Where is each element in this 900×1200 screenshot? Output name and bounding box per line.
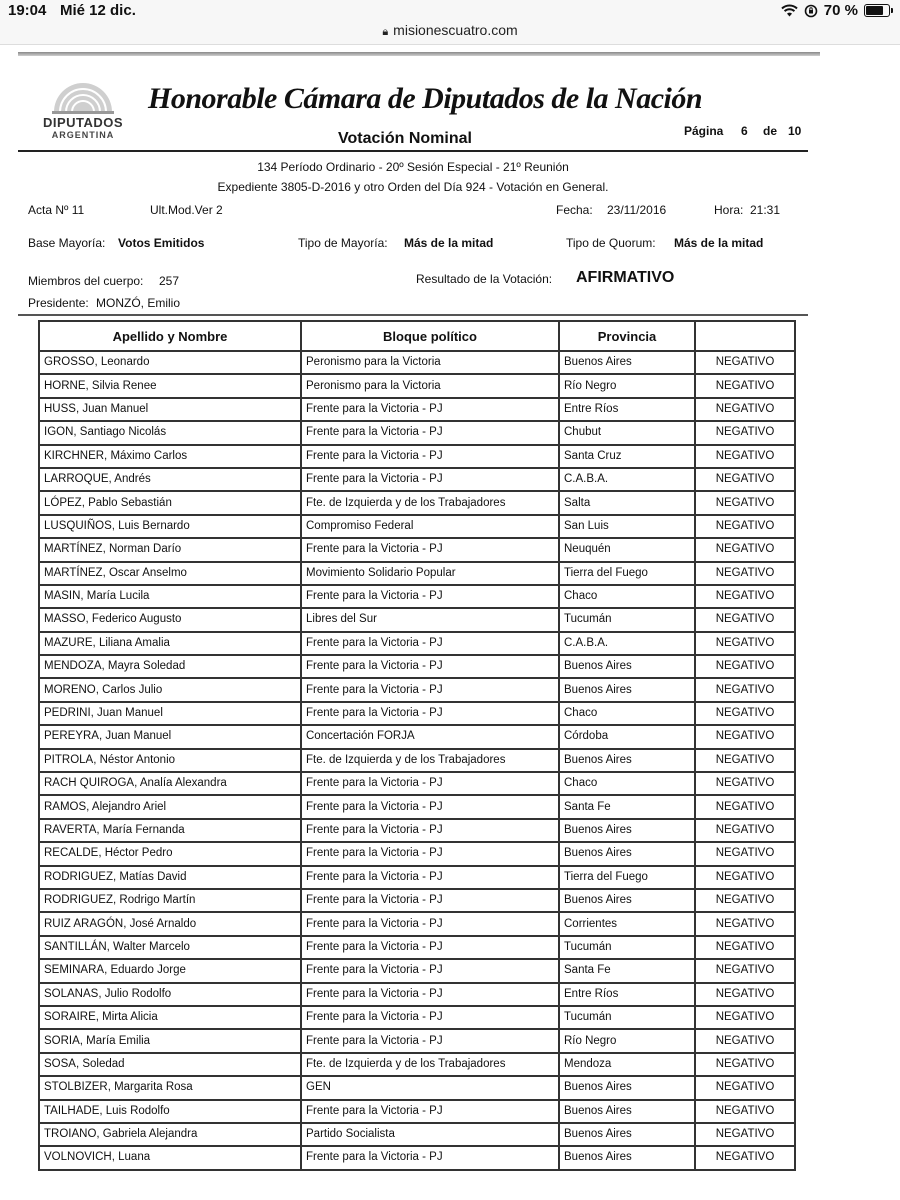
cell-voto: NEGATIVO: [695, 562, 795, 585]
cell-bloque: Frente para la Victoria - PJ: [301, 655, 559, 678]
base-mayoria-label: Base Mayoría:: [28, 236, 106, 250]
cell-bloque: Compromiso Federal: [301, 515, 559, 538]
tipo-mayoria-label: Tipo de Mayoría:: [298, 236, 388, 250]
cell-voto: NEGATIVO: [695, 1100, 795, 1123]
cell-provincia: Buenos Aires: [559, 655, 695, 678]
table-top-rule: [18, 314, 808, 316]
cell-bloque: Frente para la Victoria - PJ: [301, 678, 559, 701]
cell-nombre: RAVERTA, María Fernanda: [39, 819, 301, 842]
cell-provincia: Buenos Aires: [559, 889, 695, 912]
url-text: misionescuatro.com: [393, 22, 518, 38]
cell-nombre: LUSQUIÑOS, Luis Bernardo: [39, 515, 301, 538]
table-row: [39, 538, 795, 561]
cell-nombre: RUIZ ARAGÓN, José Arnaldo: [39, 912, 301, 935]
table-row: [39, 1029, 795, 1052]
cell-provincia: Chaco: [559, 585, 695, 608]
cell-bloque: Frente para la Victoria - PJ: [301, 936, 559, 959]
cell-voto: NEGATIVO: [695, 795, 795, 818]
cell-voto: NEGATIVO: [695, 1053, 795, 1076]
page-top-border: [18, 52, 820, 56]
battery-percent: 70 %: [823, 2, 858, 19]
table-row: [39, 585, 795, 608]
cell-bloque: Movimiento Solidario Popular: [301, 562, 559, 585]
wifi-icon: [781, 4, 798, 17]
hora-label: Hora:: [714, 203, 744, 217]
cell-voto: NEGATIVO: [695, 398, 795, 421]
cell-bloque: Frente para la Victoria - PJ: [301, 983, 559, 1006]
address-bar[interactable]: [0, 22, 900, 45]
cell-provincia: Buenos Aires: [559, 1076, 695, 1099]
cell-provincia: Río Negro: [559, 374, 695, 397]
status-date: Mié 12 dic.: [60, 2, 136, 19]
cell-nombre: KIRCHNER, Máximo Carlos: [39, 445, 301, 468]
resultado-label: Resultado de la Votación:: [416, 272, 553, 286]
lock-icon: 🔒︎: [382, 26, 389, 38]
cell-bloque: Frente para la Victoria - PJ: [301, 1100, 559, 1123]
parliament-dome-icon: [48, 80, 118, 114]
cell-provincia: Buenos Aires: [559, 749, 695, 772]
table-row: [39, 1100, 795, 1123]
table-row: [39, 632, 795, 655]
cell-provincia: Chaco: [559, 702, 695, 725]
cell-bloque: Frente para la Victoria - PJ: [301, 866, 559, 889]
diputados-logo: [28, 80, 138, 140]
cell-nombre: LÓPEZ, Pablo Sebastián: [39, 491, 301, 514]
cell-voto: NEGATIVO: [695, 936, 795, 959]
status-time: 19:04: [8, 2, 47, 19]
table-row: [39, 842, 795, 865]
cell-voto: NEGATIVO: [695, 374, 795, 397]
cell-voto: NEGATIVO: [695, 351, 795, 374]
cell-provincia: Chaco: [559, 772, 695, 795]
cell-voto: NEGATIVO: [695, 725, 795, 748]
header-rule: [18, 150, 808, 152]
table-row: [39, 1006, 795, 1029]
table-row: [39, 889, 795, 912]
cell-bloque: Frente para la Victoria - PJ: [301, 912, 559, 935]
cell-voto: NEGATIVO: [695, 608, 795, 631]
page-label: Página: [684, 124, 724, 138]
cell-provincia: Neuquén: [559, 538, 695, 561]
table-row: [39, 445, 795, 468]
cell-bloque: Frente para la Victoria - PJ: [301, 538, 559, 561]
page-current: 6: [741, 124, 748, 138]
table-row: [39, 749, 795, 772]
cell-voto: NEGATIVO: [695, 468, 795, 491]
cell-provincia: Buenos Aires: [559, 678, 695, 701]
cell-nombre: RECALDE, Héctor Pedro: [39, 842, 301, 865]
cell-voto: NEGATIVO: [695, 491, 795, 514]
cell-bloque: Frente para la Victoria - PJ: [301, 959, 559, 982]
cell-nombre: VOLNOVICH, Luana: [39, 1146, 301, 1169]
cell-nombre: MORENO, Carlos Julio: [39, 678, 301, 701]
cell-nombre: RODRIGUEZ, Rodrigo Martín: [39, 889, 301, 912]
table-row: [39, 702, 795, 725]
table-row: [39, 678, 795, 701]
cell-provincia: Buenos Aires: [559, 842, 695, 865]
cell-nombre: RODRIGUEZ, Matías David: [39, 866, 301, 889]
cell-bloque: Frente para la Victoria - PJ: [301, 445, 559, 468]
table-row: [39, 1076, 795, 1099]
cell-voto: NEGATIVO: [695, 749, 795, 772]
table-row: [39, 1123, 795, 1146]
cell-voto: NEGATIVO: [695, 983, 795, 1006]
document-page: [18, 52, 820, 1200]
cell-nombre: RACH QUIROGA, Analía Alexandra: [39, 772, 301, 795]
cell-provincia: Córdoba: [559, 725, 695, 748]
cell-nombre: HUSS, Juan Manuel: [39, 398, 301, 421]
cell-nombre: IGON, Santiago Nicolás: [39, 421, 301, 444]
table-body: [39, 351, 795, 1170]
table-row: [39, 562, 795, 585]
cell-nombre: LARROQUE, Andrés: [39, 468, 301, 491]
cell-nombre: SORAIRE, Mirta Alicia: [39, 1006, 301, 1029]
cell-nombre: TAILHADE, Luis Rodolfo: [39, 1100, 301, 1123]
cell-provincia: Santa Fe: [559, 795, 695, 818]
cell-voto: NEGATIVO: [695, 1006, 795, 1029]
tipo-quorum-label: Tipo de Quorum:: [566, 236, 656, 250]
cell-voto: NEGATIVO: [695, 655, 795, 678]
cell-bloque: Frente para la Victoria - PJ: [301, 632, 559, 655]
cell-nombre: GROSSO, Leonardo: [39, 351, 301, 374]
table-row: [39, 351, 795, 374]
cell-bloque: Frente para la Victoria - PJ: [301, 772, 559, 795]
cell-nombre: HORNE, Silvia Renee: [39, 374, 301, 397]
cell-nombre: SEMINARA, Eduardo Jorge: [39, 959, 301, 982]
miembros-label: Miembros del cuerpo:: [28, 274, 144, 288]
cell-voto: NEGATIVO: [695, 819, 795, 842]
resultado-value: AFIRMATIVO: [576, 269, 675, 286]
cell-bloque: Frente para la Victoria - PJ: [301, 398, 559, 421]
table-row: [39, 515, 795, 538]
orientation-lock-icon: [804, 4, 818, 18]
cell-bloque: Frente para la Victoria - PJ: [301, 585, 559, 608]
cell-bloque: Frente para la Victoria - PJ: [301, 468, 559, 491]
cell-bloque: Concertación FORJA: [301, 725, 559, 748]
cell-voto: NEGATIVO: [695, 842, 795, 865]
cell-bloque: Frente para la Victoria - PJ: [301, 889, 559, 912]
cell-voto: NEGATIVO: [695, 889, 795, 912]
cell-provincia: Buenos Aires: [559, 351, 695, 374]
cell-nombre: PEREYRA, Juan Manuel: [39, 725, 301, 748]
cell-bloque: Fte. de Izquierda y de los Trabajadores: [301, 1053, 559, 1076]
cell-nombre: SOSA, Soledad: [39, 1053, 301, 1076]
battery-icon: [864, 4, 890, 17]
expediente-line: Expediente 3805-D-2016 y otro Orden del Día 924 - Votación en General.: [217, 180, 609, 194]
tipo-mayoria-value: Más de la mitad: [404, 236, 494, 250]
cell-voto: NEGATIVO: [695, 632, 795, 655]
session-line: 134 Período Ordinario - 20º Sesión Especial - 21º Reunión: [257, 160, 569, 174]
cell-nombre: SOLANAS, Julio Rodolfo: [39, 983, 301, 1006]
logo-text-argentina: ARGENTINA: [51, 130, 115, 140]
cell-provincia: Entre Ríos: [559, 398, 695, 421]
cell-voto: NEGATIVO: [695, 959, 795, 982]
column-header-provincia: Provincia: [559, 321, 695, 351]
cell-provincia: Tierra del Fuego: [559, 562, 695, 585]
cell-bloque: Frente para la Victoria - PJ: [301, 819, 559, 842]
column-header-nombre: Apellido y Nombre: [39, 321, 301, 351]
cell-bloque: Partido Socialista: [301, 1123, 559, 1146]
cell-provincia: Buenos Aires: [559, 1100, 695, 1123]
cell-provincia: Santa Cruz: [559, 445, 695, 468]
cell-voto: NEGATIVO: [695, 772, 795, 795]
table-row: [39, 608, 795, 631]
cell-provincia: Tucumán: [559, 936, 695, 959]
table-row: [39, 491, 795, 514]
cell-nombre: MAZURE, Liliana Amalia: [39, 632, 301, 655]
cell-nombre: SANTILLÁN, Walter Marcelo: [39, 936, 301, 959]
cell-nombre: MASIN, María Lucila: [39, 585, 301, 608]
cell-provincia: C.A.B.A.: [559, 468, 695, 491]
cell-provincia: C.A.B.A.: [559, 632, 695, 655]
table-row: [39, 936, 795, 959]
cell-voto: NEGATIVO: [695, 866, 795, 889]
status-bar: [0, 0, 900, 22]
cell-provincia: Buenos Aires: [559, 819, 695, 842]
document-title: Honorable Cámara de Diputados de la Nación: [148, 82, 703, 115]
table-row: [39, 795, 795, 818]
table-row: [39, 655, 795, 678]
cell-bloque: Frente para la Victoria - PJ: [301, 1146, 559, 1169]
cell-voto: NEGATIVO: [695, 1123, 795, 1146]
cell-provincia: San Luis: [559, 515, 695, 538]
table-row: [39, 421, 795, 444]
cell-provincia: Corrientes: [559, 912, 695, 935]
status-indicators: [781, 2, 890, 19]
cell-voto: NEGATIVO: [695, 912, 795, 935]
table-row: [39, 1053, 795, 1076]
table-row: [39, 398, 795, 421]
votes-table: [38, 320, 796, 1171]
cell-provincia: Chubut: [559, 421, 695, 444]
cell-nombre: PEDRINI, Juan Manuel: [39, 702, 301, 725]
cell-voto: NEGATIVO: [695, 421, 795, 444]
cell-nombre: MARTÍNEZ, Oscar Anselmo: [39, 562, 301, 585]
table-row: [39, 374, 795, 397]
cell-provincia: Tucumán: [559, 1006, 695, 1029]
cell-bloque: Peronismo para la Victoria: [301, 374, 559, 397]
table-row: [39, 468, 795, 491]
cell-nombre: MENDOZA, Mayra Soledad: [39, 655, 301, 678]
table-row: [39, 725, 795, 748]
table-header-row: [39, 321, 795, 351]
cell-bloque: Frente para la Victoria - PJ: [301, 1029, 559, 1052]
cell-voto: NEGATIVO: [695, 1146, 795, 1169]
page-of: de: [763, 124, 778, 138]
table-row: [39, 866, 795, 889]
presidente-label: Presidente:: [28, 296, 89, 310]
cell-bloque: Frente para la Victoria - PJ: [301, 421, 559, 444]
table-row: [39, 983, 795, 1006]
cell-voto: NEGATIVO: [695, 678, 795, 701]
cell-nombre: TROIANO, Gabriela Alejandra: [39, 1123, 301, 1146]
table-row: [39, 819, 795, 842]
table-row: [39, 959, 795, 982]
cell-provincia: Entre Ríos: [559, 983, 695, 1006]
cell-bloque: Fte. de Izquierda y de los Trabajadores: [301, 749, 559, 772]
logo-text-diputados: DIPUTADOS: [42, 115, 124, 130]
cell-bloque: Frente para la Victoria - PJ: [301, 842, 559, 865]
cell-voto: NEGATIVO: [695, 585, 795, 608]
cell-voto: NEGATIVO: [695, 702, 795, 725]
fecha-label: Fecha:: [556, 203, 593, 217]
document-subtitle: Votación Nominal: [338, 130, 472, 147]
cell-provincia: Buenos Aires: [559, 1123, 695, 1146]
cell-provincia: Salta: [559, 491, 695, 514]
cell-nombre: STOLBIZER, Margarita Rosa: [39, 1076, 301, 1099]
cell-bloque: Frente para la Victoria - PJ: [301, 702, 559, 725]
presidente-value: MONZÓ, Emilio: [96, 296, 180, 310]
hora-value: 21:31: [750, 203, 781, 217]
cell-voto: NEGATIVO: [695, 515, 795, 538]
column-header-bloque: Bloque político: [301, 321, 559, 351]
base-mayoria-value: Votos Emitidos: [118, 236, 205, 250]
cell-provincia: Tucumán: [559, 608, 695, 631]
cell-bloque: Fte. de Izquierda y de los Trabajadores: [301, 491, 559, 514]
fecha-value: 23/11/2016: [607, 203, 667, 217]
version-label: Ult.Mod.Ver 2: [150, 203, 223, 217]
cell-bloque: Peronismo para la Victoria: [301, 351, 559, 374]
cell-voto: NEGATIVO: [695, 1076, 795, 1099]
cell-provincia: Mendoza: [559, 1053, 695, 1076]
cell-voto: NEGATIVO: [695, 538, 795, 561]
cell-provincia: Buenos Aires: [559, 1146, 695, 1169]
cell-voto: NEGATIVO: [695, 445, 795, 468]
cell-nombre: MASSO, Federico Augusto: [39, 608, 301, 631]
cell-bloque: Frente para la Victoria - PJ: [301, 1006, 559, 1029]
cell-voto: NEGATIVO: [695, 1029, 795, 1052]
column-header-voto: [695, 321, 795, 351]
tipo-quorum-value: Más de la mitad: [674, 236, 764, 250]
table-row: [39, 772, 795, 795]
table-row: [39, 1146, 795, 1169]
cell-bloque: GEN: [301, 1076, 559, 1099]
acta-number: Acta Nº 11: [28, 203, 85, 217]
table-row: [39, 912, 795, 935]
cell-bloque: Frente para la Victoria - PJ: [301, 795, 559, 818]
cell-nombre: PITROLA, Néstor Antonio: [39, 749, 301, 772]
cell-nombre: MARTÍNEZ, Norman Darío: [39, 538, 301, 561]
cell-nombre: RAMOS, Alejandro Ariel: [39, 795, 301, 818]
cell-bloque: Libres del Sur: [301, 608, 559, 631]
page-total: 10: [788, 124, 802, 138]
cell-nombre: SORIA, María Emilia: [39, 1029, 301, 1052]
cell-provincia: Río Negro: [559, 1029, 695, 1052]
miembros-value: 257: [159, 274, 180, 288]
cell-provincia: Tierra del Fuego: [559, 866, 695, 889]
cell-provincia: Santa Fe: [559, 959, 695, 982]
